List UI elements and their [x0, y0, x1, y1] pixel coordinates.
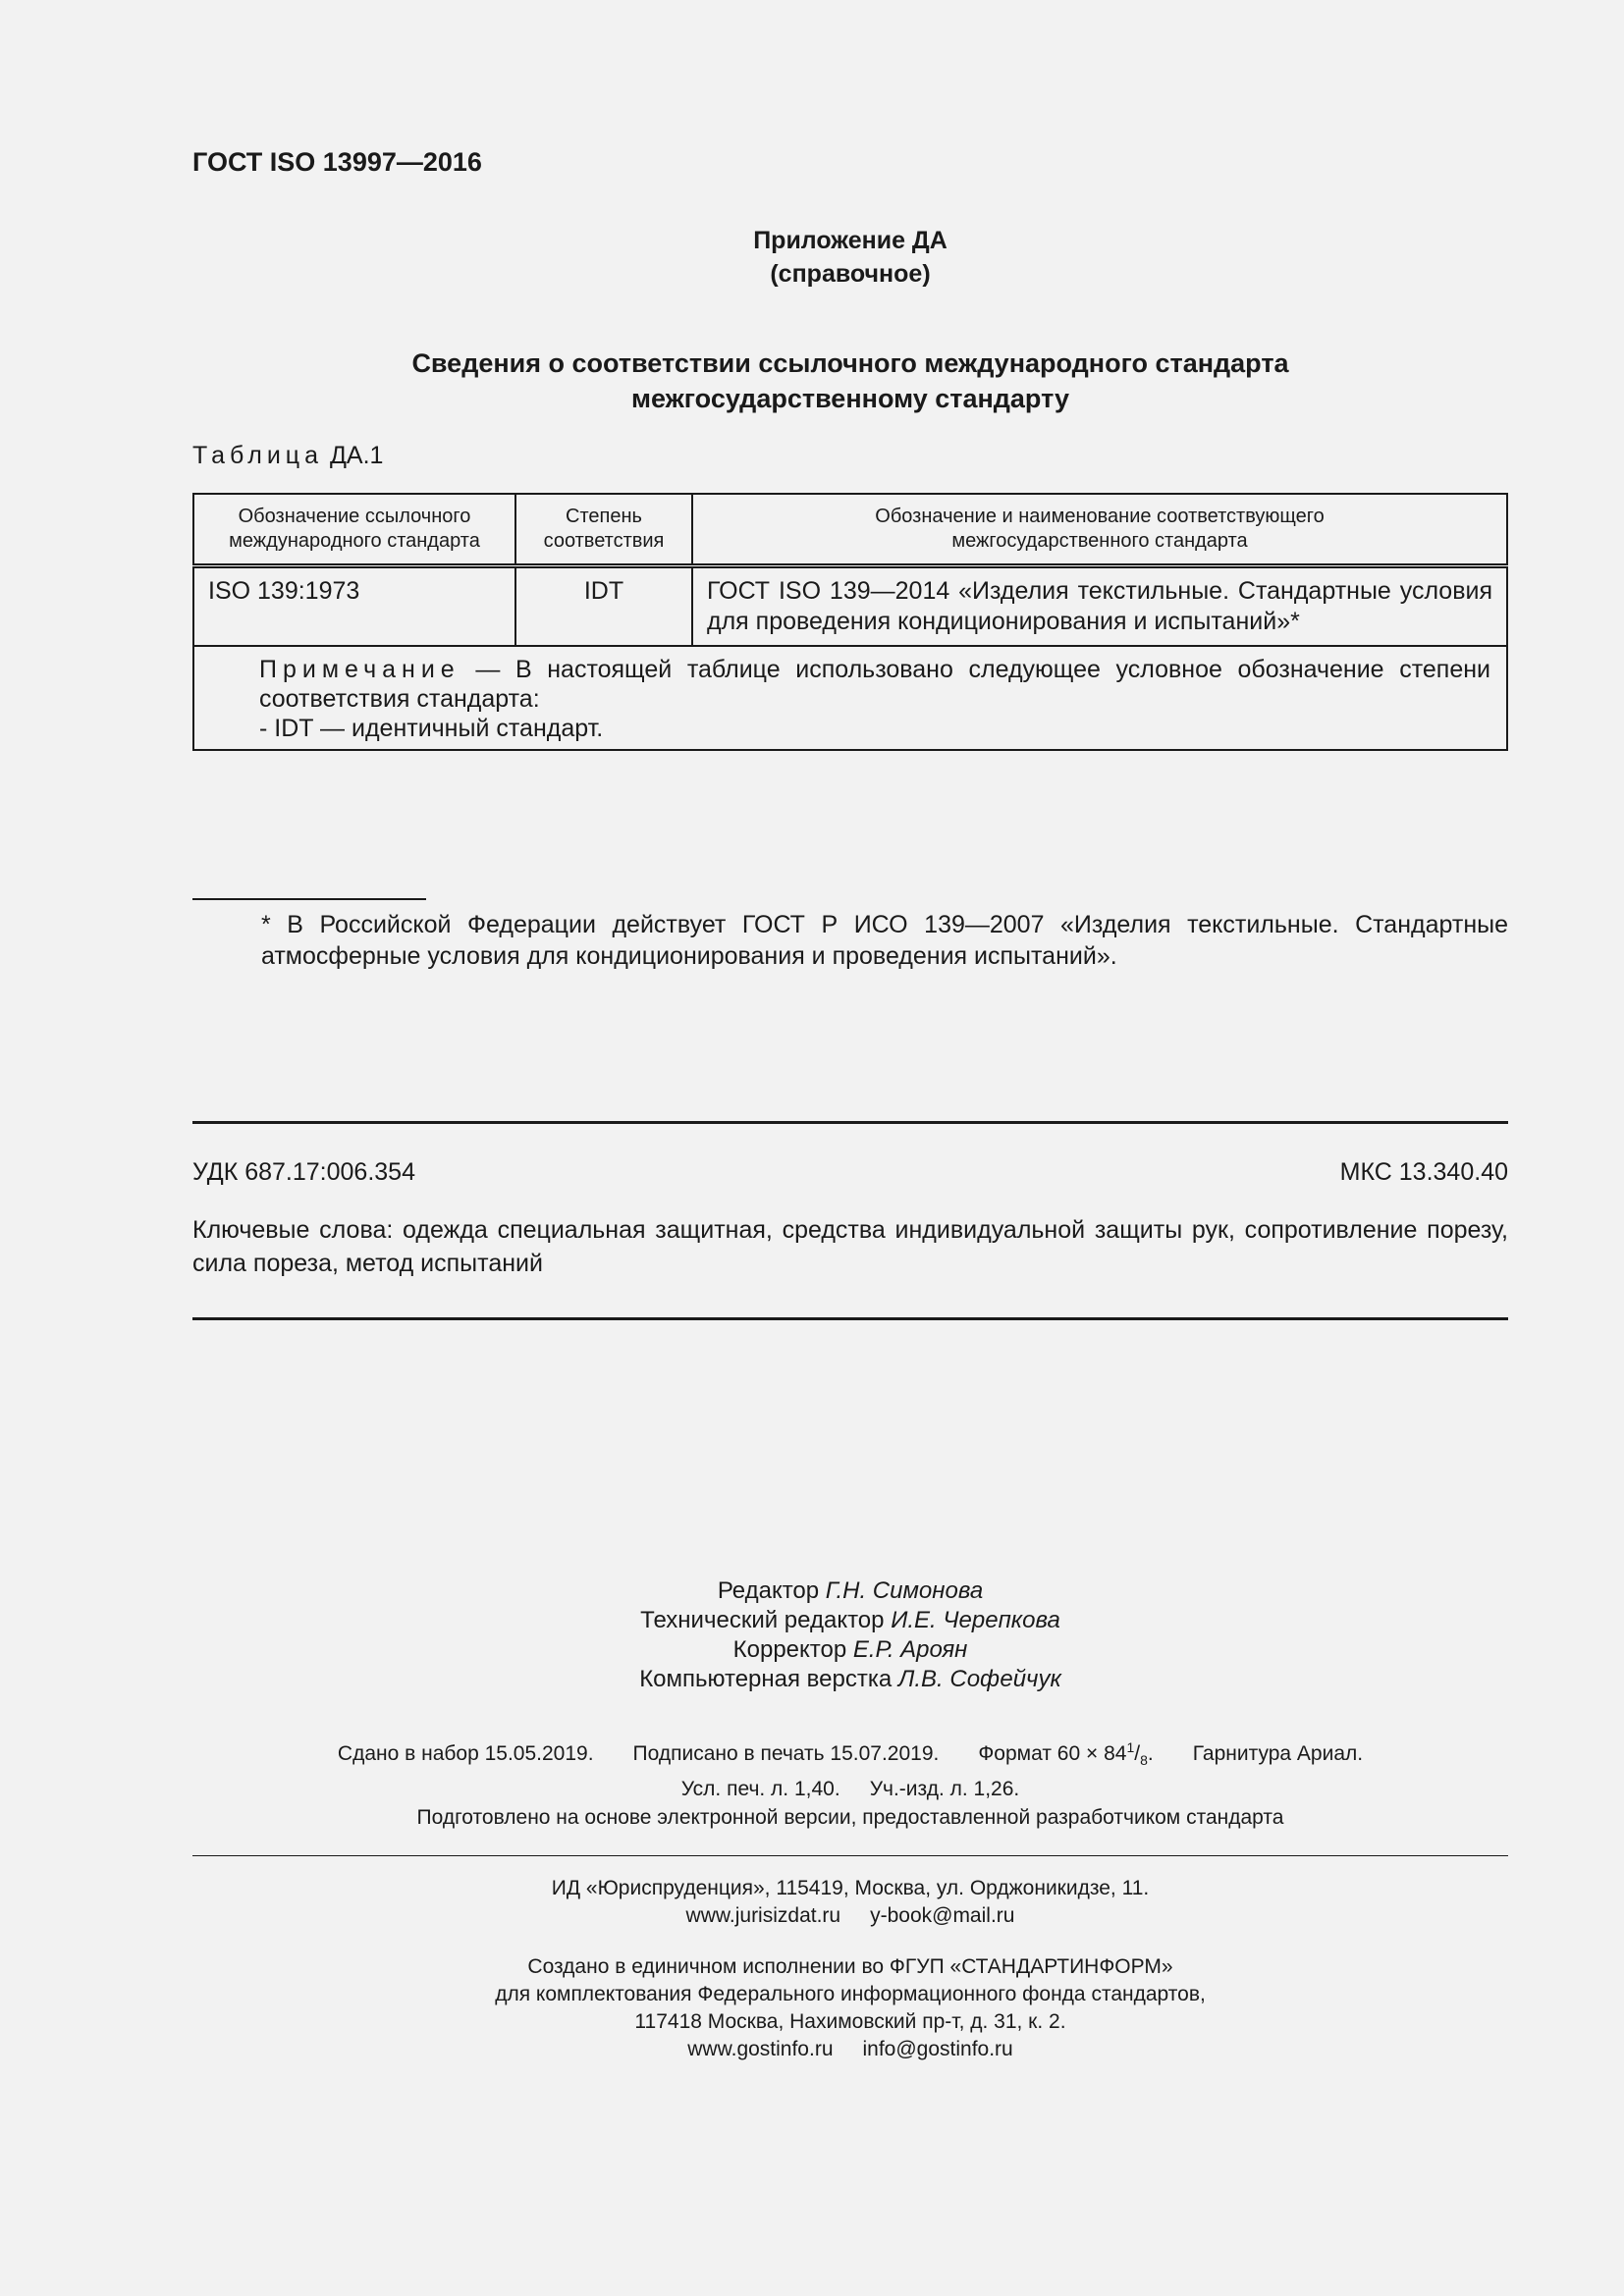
- printing-edition-sheets: Уч.-изд. л. 1,26.: [869, 1778, 1020, 1801]
- format-suffix: .: [1147, 1742, 1154, 1765]
- printing-submitted: Сдано в набор 15.05.2019.: [337, 1742, 594, 1765]
- credit-role: Редактор: [717, 1577, 820, 1604]
- printing-line2: [192, 1775, 1508, 1803]
- credit-name: И.Е. Черепкова: [891, 1607, 1060, 1633]
- header-degree-line2: соответствия: [543, 530, 665, 552]
- footnote-divider: [192, 898, 426, 900]
- note-text: — В настоящей таблице использовано следующее условное обозначение степени соответствия стандарта:: [259, 656, 1490, 713]
- note-item: - IDT — идентичный стандарт.: [259, 715, 604, 742]
- header-interstate-standard: [692, 494, 1507, 566]
- format-sup: 1: [1126, 1739, 1135, 1755]
- cell-degree: IDT: [515, 566, 692, 647]
- creator-info: [192, 1953, 1508, 2063]
- header-ref-line2: международного стандарта: [229, 530, 480, 552]
- table-note: [193, 646, 1507, 750]
- section-divider-top: [192, 1121, 1508, 1124]
- section-title-line2: межгосударственному стандарту: [631, 384, 1069, 413]
- cell-interstate-standard: ГОСТ ISO 139—2014 «Изделия текстильные. Стандартные условия для проведения кондиционирования и испытаний»*: [692, 566, 1507, 647]
- table-note-row: [193, 646, 1507, 750]
- header-interstate-line2: межгосударственного стандарта: [951, 530, 1248, 552]
- correspondence-table: [192, 493, 1508, 751]
- publisher-contacts: [192, 1902, 1508, 1930]
- credit-name: Г.Н. Симонова: [825, 1577, 984, 1604]
- credit-name: Л.В. Софейчук: [897, 1666, 1061, 1692]
- footnote-text: * В Российской Федерации действует ГОСТ Р ИСО 139—2007 «Изделия текстильные. Стандартные атмосферные условия для кондиционирования и проведения испытаний».: [261, 911, 1508, 970]
- table-caption-number: ДА.1: [329, 442, 384, 469]
- document-code: ГОСТ ISO 13997—2016: [192, 147, 482, 177]
- creator-line2: для комплектования Федерального информационного фонда стандартов,: [495, 1983, 1206, 2005]
- format-sub: 8: [1140, 1752, 1148, 1769]
- creator-line3: 117418 Москва, Нахимовский пр-т, д. 31, к. 2.: [634, 2010, 1066, 2033]
- credit-editor: [192, 1576, 1508, 1606]
- credit-tech-editor: [192, 1606, 1508, 1635]
- table-caption-word: Таблица: [192, 442, 324, 469]
- credits: [192, 1576, 1508, 1694]
- publisher-divider: [192, 1855, 1508, 1856]
- prepared-note: Подготовлено на основе электронной версии, предоставленной разработчиком стандарта: [416, 1806, 1284, 1829]
- printing-font: Гарнитура Ариал.: [1192, 1742, 1364, 1765]
- publisher-email[interactable]: y-book@mail.ru: [870, 1904, 1015, 1927]
- creator-website[interactable]: www.gostinfo.ru: [687, 2038, 834, 2060]
- credit-role: Технический редактор: [640, 1607, 885, 1633]
- appendix-title: Приложение ДА: [753, 227, 947, 254]
- credit-proofreader: [192, 1635, 1508, 1665]
- credit-name: Е.Р. Ароян: [852, 1636, 968, 1663]
- creator-contacts: [192, 2036, 1508, 2063]
- note-label: Примечание: [259, 656, 460, 683]
- section-title: [192, 346, 1508, 416]
- publisher-info: [192, 1875, 1508, 1930]
- cell-ref-standard: ISO 139:1973: [193, 566, 515, 647]
- printing-signed: Подписано в печать 15.07.2019.: [632, 1742, 940, 1765]
- table-row: [193, 566, 1507, 647]
- section-title-line1: Сведения о соответствии ссылочного международного стандарта: [411, 348, 1289, 378]
- printing-format: Формат $60 \times 84^1/_8$.: [978, 1739, 1154, 1769]
- credit-layout: [192, 1665, 1508, 1694]
- publisher-address: ИД «Юриспруденция», 115419, Москва, ул. Орджоникидзе, 11.: [551, 1877, 1150, 1899]
- section-divider-bottom: [192, 1317, 1508, 1320]
- header-ref-line1: Обозначение ссылочного: [238, 506, 471, 527]
- format-prefix: Формат 60 × 84: [978, 1742, 1127, 1765]
- udk-code: УДК 687.17:006.354: [192, 1158, 415, 1186]
- appendix-subtitle: (справочное): [770, 260, 931, 288]
- header-degree-line1: Степень: [566, 506, 642, 527]
- appendix-heading: [192, 224, 1508, 291]
- credit-role: Компьютерная верстка: [639, 1666, 893, 1692]
- publisher-website[interactable]: www.jurisizdat.ru: [685, 1904, 841, 1927]
- header-degree: [515, 494, 692, 566]
- printing-info: [192, 1734, 1508, 1803]
- table-header-row: [193, 494, 1507, 566]
- printing-line1: [192, 1734, 1508, 1775]
- keywords: Ключевые слова: одежда специальная защитная, средства индивидуальной защиты рук, сопротивление порезу, сила пореза, метод испытаний: [192, 1216, 1508, 1277]
- header-ref-standard: [193, 494, 515, 566]
- footnote: [192, 909, 1508, 972]
- mks-code: МКС 13.340.40: [1339, 1158, 1508, 1186]
- creator-email[interactable]: info@gostinfo.ru: [862, 2038, 1013, 2060]
- credit-role: Корректор: [732, 1636, 847, 1663]
- printing-sheets: Усл. печ. л. 1,40.: [680, 1778, 840, 1801]
- header-interstate-line1: Обозначение и наименование соответствующего: [875, 506, 1325, 527]
- creator-line1: Создано в единичном исполнении во ФГУП «СТАНДАРТИНФОРМ»: [527, 1955, 1173, 1978]
- table-caption: [192, 442, 383, 470]
